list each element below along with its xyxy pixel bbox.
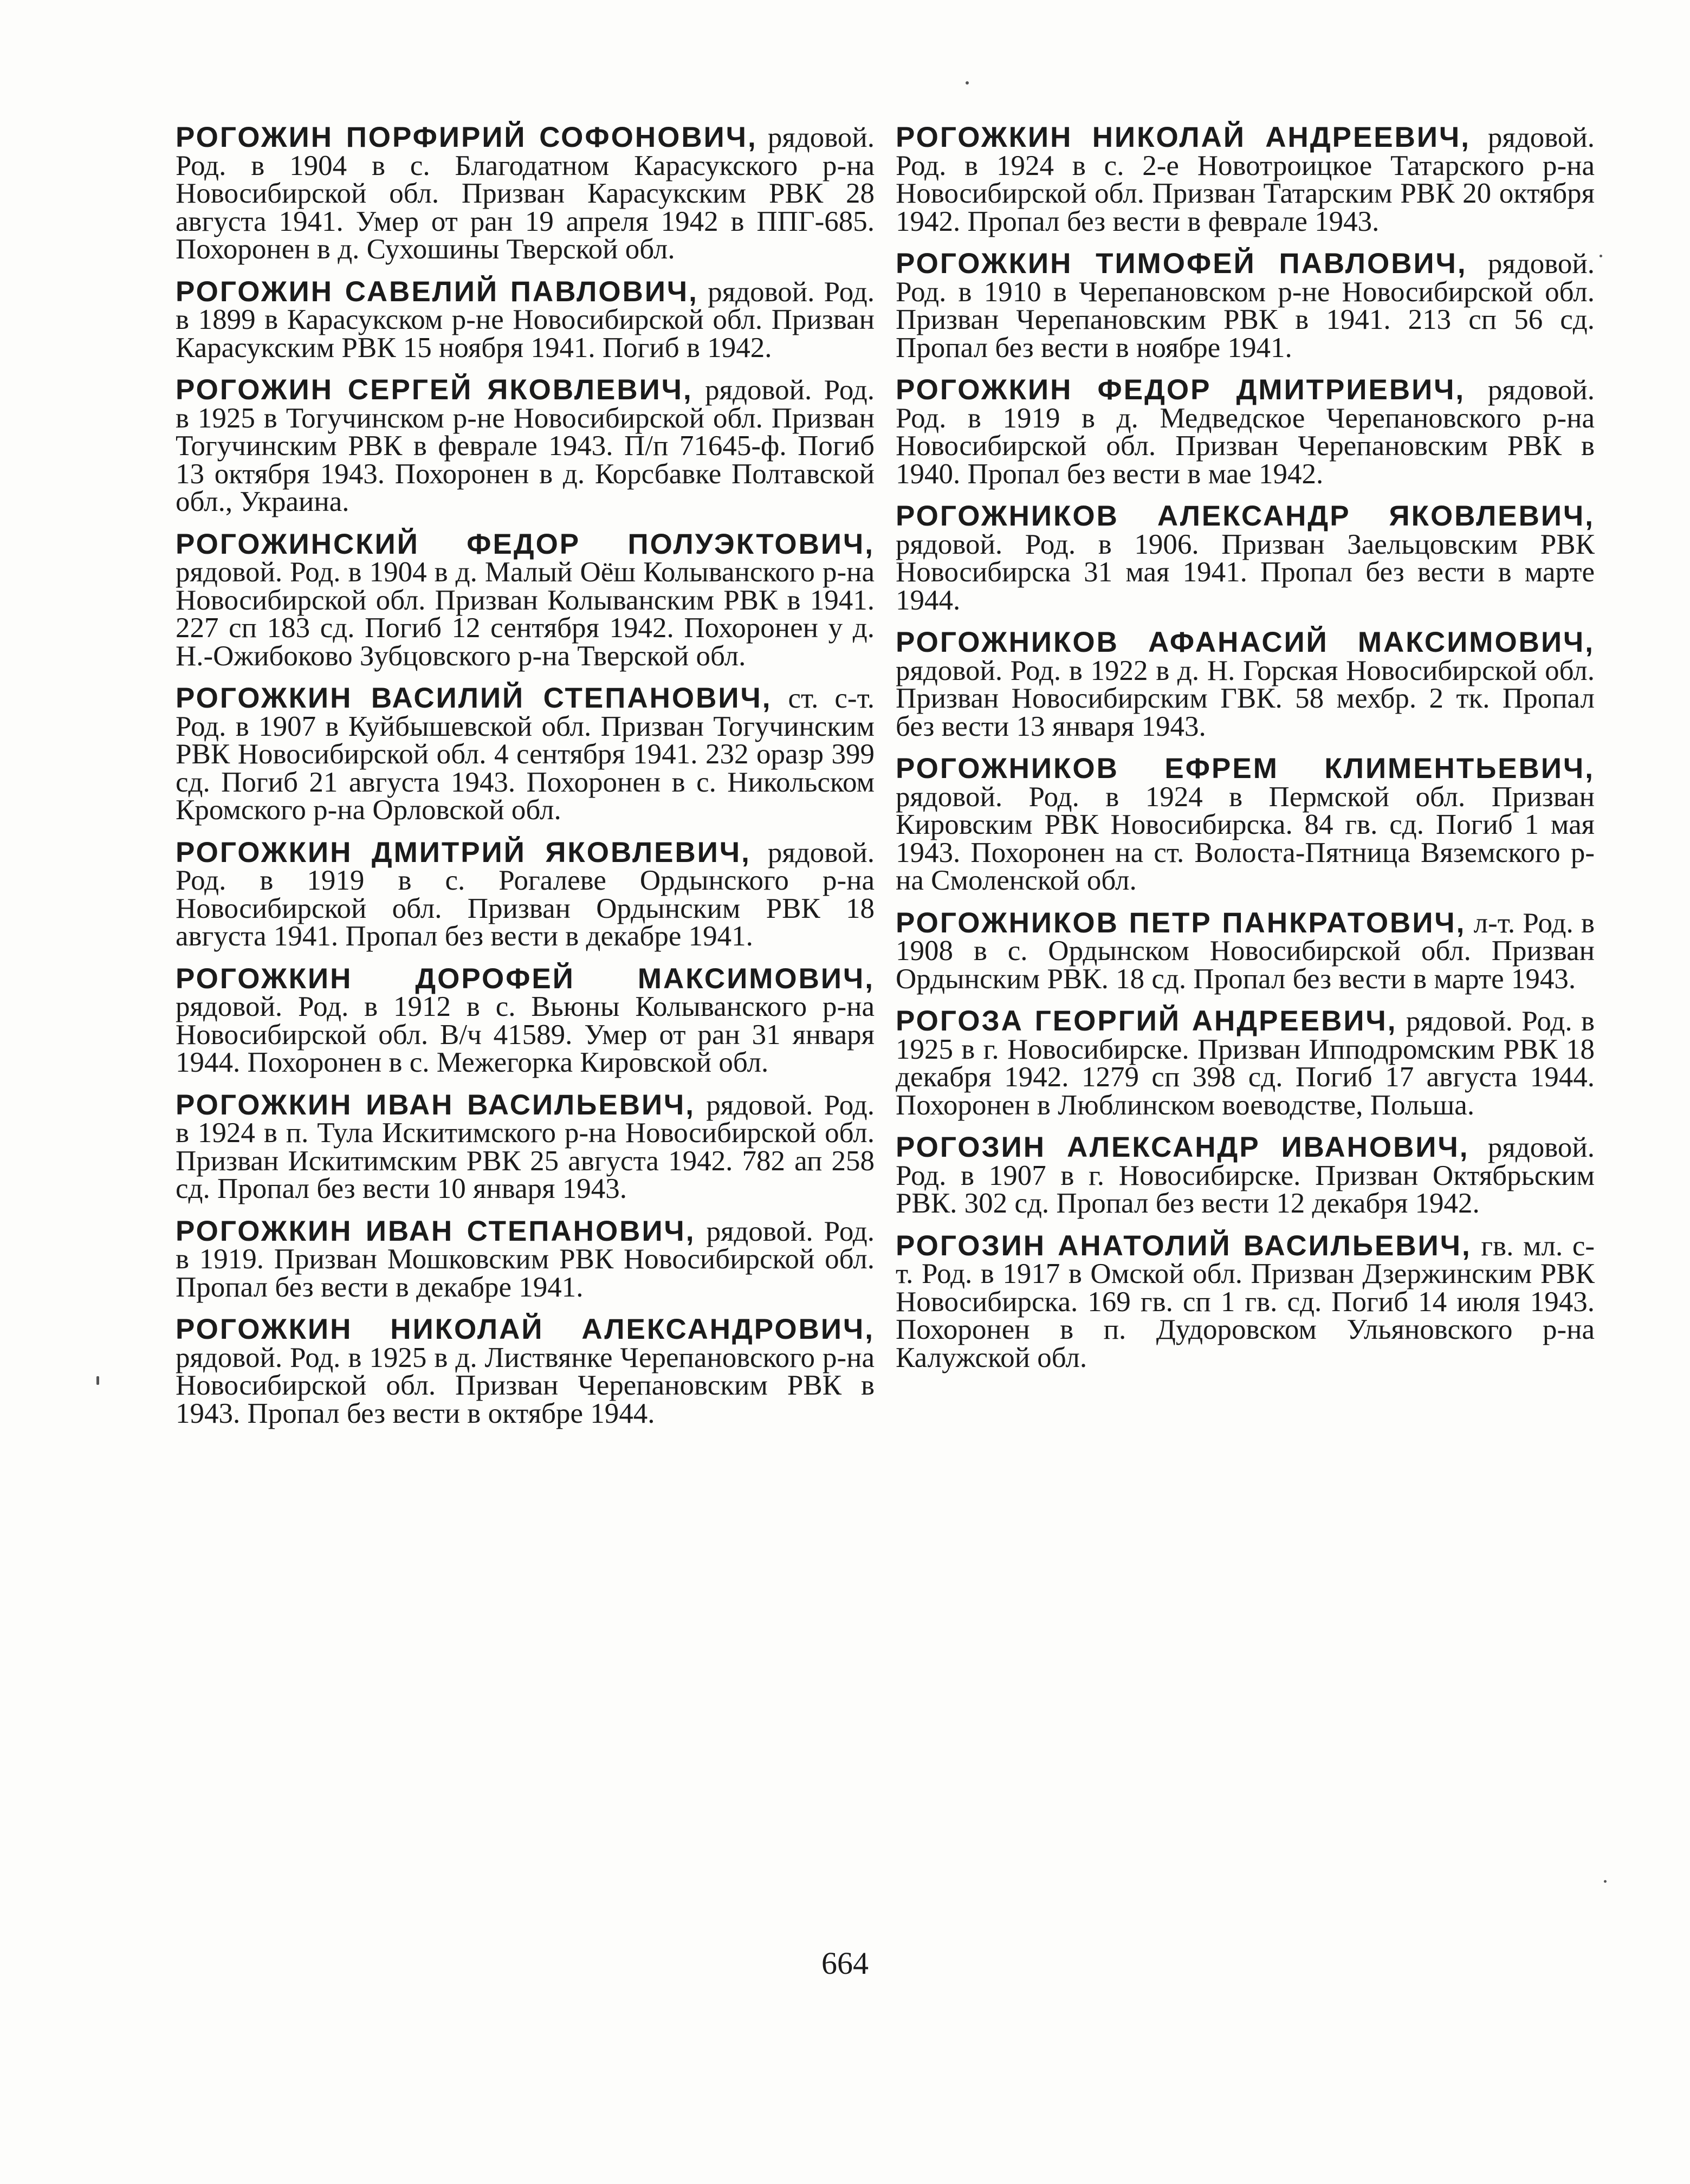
entry-text: ст. с-т. Род. в 1907 в Куйбышевской обл. Призван Тогучинским РВК Новосибирской обл. 4 сентября 1941. 232 оразр 399 сд. Погиб 21 августа 1943. Похоронен в с. Никольском Кромского р-на Орловской обл. xyxy=(176,683,875,826)
entry-text: рядовой. Род. в 1924 в п. Тула Искитимского р-на Новосибирской обл. Призван Искитимским РВК 25 августа 1942. 782 ап 258 сд. Пропал без вести 10 января 1943. xyxy=(176,1089,875,1204)
page-number: 664 xyxy=(821,1946,869,1981)
entry-name: РОГОЖИН САВЕЛИЙ ПАВЛОВИЧ, xyxy=(176,275,698,308)
entry-name: РОГОЗИН АНАТОЛИЙ ВАСИЛЬЕВИЧ, xyxy=(896,1229,1472,1262)
entry-name: РОГОЖИНСКИЙ ФЕДОР ПОЛУЭКТОВИЧ, xyxy=(176,528,875,560)
entry-text: рядовой. Род. в 1925 в г. Новосибирске. Призван Ипподромским РВК 18 декабря 1942. 1279 сп 398 сд. Погиб 17 августа 1944. Похоронен в Люблинском воеводстве, Польша. xyxy=(896,1006,1595,1121)
entry xyxy=(176,530,875,671)
entry-name: РОГОЖКИН НИКОЛАЙ АНДРЕЕВИЧ, xyxy=(896,121,1471,153)
entry-name: РОГОЗА ГЕОРГИЙ АНДРЕЕВИЧ, xyxy=(896,1005,1397,1037)
entry xyxy=(896,376,1595,488)
entry-name: РОГОЖНИКОВ АФАНАСИЙ МАКСИМОВИЧ, xyxy=(896,626,1595,658)
entry-name: РОГОЖКИН НИКОЛАЙ АЛЕКСАНДРОВИЧ, xyxy=(176,1313,875,1345)
entry-text: рядовой. Род. в 1925 в Тогучинском р-не Новосибирской обл. Призван Тогучинским РВК в феврале 1943. П/п 71645-ф. Погиб 13 октября 1943. Похоронен в д. Корсбавке Полтавской обл., Украина. xyxy=(176,374,875,517)
scan-speck xyxy=(966,81,969,85)
entry-name: РОГОЖНИКОВ ПЕТР ПАНКРАТОВИЧ, xyxy=(896,906,1466,939)
entry-name: РОГОЖНИКОВ ЕФРЕМ КЛИМЕНТЬЕВИЧ, xyxy=(896,753,1595,785)
entry xyxy=(176,121,875,265)
entry xyxy=(896,755,1595,895)
entry-text: рядовой. Род. в 1924 в с. 2-е Новотроицкое Татарского р-на Новосибирской обл. Призван Татарским РВК 20 октября 1942. Пропал без вести в феврале 1943. xyxy=(896,122,1595,237)
entry-text: рядовой. Род. в 1919 в д. Медведское Черепановского р-на Новосибирской обл. Призван Черепановским РВК в 1940. Пропал без вести в мае 1942. xyxy=(896,374,1595,490)
entry-name: РОГОЖИН ПОРФИРИЙ СОФОНОВИЧ, xyxy=(176,121,757,153)
entry-name: РОГОЖКИН ФЕДОР ДМИТРИЕВИЧ, xyxy=(896,374,1466,406)
entry xyxy=(896,250,1595,362)
entry-text: рядовой. Род. в 1912 в с. Вьюны Колыванского р-на Новосибирской обл. В/ч 41589. Умер от ран 31 января 1944. Похоронен в с. Межегорка Кировской обл. xyxy=(176,991,875,1078)
entry-name: РОГОЗИН АЛЕКСАНДР ИВАНОВИЧ, xyxy=(896,1131,1469,1163)
entry-text: рядовой. Род. в 1925 в д. Листвянке Черепановского р-на Новосибирской обл. Призван Черепановским РВК в 1943. Пропал без вести в октябре 1944. xyxy=(176,1341,875,1429)
entry xyxy=(896,1133,1595,1218)
entry-text: рядовой. Род. в 1919. Призван Мошковским РВК Новосибирской обл. Пропал без вести в декабре 1941. xyxy=(176,1215,875,1303)
entry xyxy=(176,376,875,516)
entry-name: РОГОЖКИН ДМИТРИЙ ЯКОВЛЕВИЧ, xyxy=(176,836,751,869)
entry-text: рядовой. Род. в 1899 в Карасукском р-не Новосибирской обл. Призван Карасукским РВК 15 ноября 1941. Погиб в 1942. xyxy=(176,276,875,364)
entry xyxy=(896,628,1595,741)
left-column xyxy=(176,121,875,1442)
entry-name: РОГОЖИН СЕРГЕЙ ЯКОВЛЕВИЧ, xyxy=(176,374,693,406)
entry xyxy=(176,1088,875,1204)
entry xyxy=(896,1007,1595,1119)
entry-text: рядовой. Род. в 1904 в д. Малый Оёш Колыванского р-на Новосибирской обл. Призван Колыванским РВК в 1941. 227 сп 183 сд. Погиб 12 сентября 1942. Похоронен у д. Н.-Ожибоково Зубцовского р-на Тверской обл. xyxy=(176,556,875,672)
entry-text: рядовой. Род. в 1906. Призван Заельцовским РВК Новосибирска 31 мая 1941. Пропал без вести в марте 1944. xyxy=(896,528,1595,616)
scan-speck xyxy=(96,1376,99,1385)
entry xyxy=(176,684,875,825)
entry-name: РОГОЖКИН ВАСИЛИЙ СТЕПАНОВИЧ, xyxy=(176,682,772,714)
entry-text: рядовой. Род. в 1907 в г. Новосибирске. Призван Октябрьским РВК. 302 сд. Пропал без вести 12 декабря 1942. xyxy=(896,1132,1595,1219)
entry xyxy=(176,962,875,1078)
entry-text: рядовой. Род. в 1922 в д. Н. Горская Новосибирской обл. Призван Новосибирским ГВК. 58 мехбр. 2 тк. Пропал без вести 13 января 1943. xyxy=(896,654,1595,742)
entry xyxy=(176,1217,875,1302)
entry xyxy=(176,275,875,364)
entry-text: рядовой. Род. в 1910 в Черепановском р-не Новосибирской обл. Призван Черепановским РВК в 1941. 213 сп 56 сд. Пропал без вести в ноябре 1941. xyxy=(896,248,1595,364)
entry-name: РОГОЖКИН ТИМОФЕЙ ПАВЛОВИЧ, xyxy=(896,248,1467,280)
entry-text: рядовой. Род. в 1919 в с. Рогалеве Ордынского р-на Новосибирской обл. Призван Ордынским РВК 18 августа 1941. Пропал без вести в декабре 1941. xyxy=(176,837,875,952)
entry-name: РОГОЖКИН ДОРОФЕЙ МАКСИМОВИЧ, xyxy=(176,962,875,995)
entry-text: рядовой. Род. в 1924 в Пермской обл. Призван Кировским РВК Новосибирска. 84 гв. сд. Погиб 1 мая 1943. Похоронен на ст. Волоста-Пятница Вяземского р-на Смоленской обл. xyxy=(896,781,1595,896)
entry-name: РОГОЖКИН ИВАН СТЕПАНОВИЧ, xyxy=(176,1215,696,1247)
entry xyxy=(896,502,1595,614)
right-column xyxy=(896,121,1595,1386)
entry-name: РОГОЖНИКОВ АЛЕКСАНДР ЯКОВЛЕВИЧ, xyxy=(896,500,1595,532)
entry-text: л-т. Род. в 1908 в с. Ордынском Новосибирской обл. Призван Ордынским РВК. 18 сд. Пропал без вести в марте 1943. xyxy=(896,907,1595,995)
entry xyxy=(896,906,1595,995)
entry xyxy=(896,1229,1595,1373)
scan-speck xyxy=(1600,255,1602,257)
entry xyxy=(176,1315,875,1428)
entry xyxy=(176,836,875,952)
entry xyxy=(896,121,1595,237)
entry-text: рядовой. Род. в 1904 в с. Благодатном Карасукского р-на Новосибирской обл. Призван Карасукским РВК 28 августа 1941. Умер от ран 19 апреля 1942 в ППГ-685. Похоронен в д. Сухошины Тверской обл. xyxy=(176,122,875,265)
entry-text: гв. мл. с-т. Род. в 1917 в Омской обл. Призван Дзержинским РВК Новосибирска. 169 гв. сп 1 гв. сд. Погиб 14 июля 1943. Похоронен в п. Дудоровском Ульяновского р-на Калужской обл. xyxy=(896,1230,1595,1373)
scan-speck xyxy=(1604,1880,1607,1883)
entry-name: РОГОЖКИН ИВАН ВАСИЛЬЕВИЧ, xyxy=(176,1088,696,1121)
